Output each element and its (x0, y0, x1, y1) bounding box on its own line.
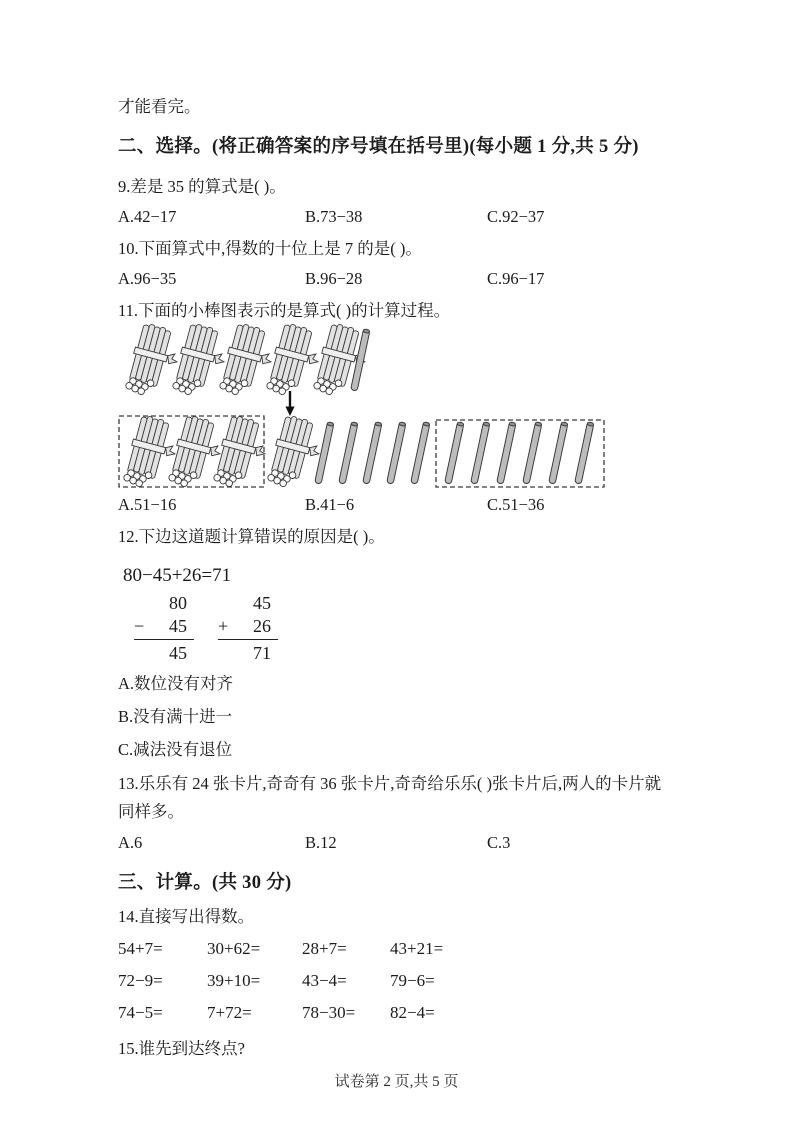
section-calc-heading: 三、计算。(共 30 分) (118, 873, 292, 893)
calc-item: 43−4= (302, 971, 347, 990)
q13-option-c: C.3 (487, 833, 511, 852)
q10-options (118, 266, 676, 292)
calc-item: 7+72= (207, 1003, 252, 1022)
subtrahend: 45 (169, 616, 187, 636)
stick-bundle-icon (218, 324, 279, 401)
single-stick-icon (339, 422, 358, 484)
subtraction-result: 45 (169, 643, 187, 663)
calc-item: 82−4= (390, 1003, 435, 1022)
q12-option-b: B.没有满十进一 (118, 707, 233, 726)
page-content (118, 94, 676, 1062)
continuation-text: 才能看完。 (118, 97, 201, 116)
single-stick-icon (549, 422, 568, 484)
section-choice-heading: 二、选择。(将正确答案的序号填在括号里)(每小题 1 分,共 5 分) (118, 137, 639, 157)
vertical-addition (218, 592, 278, 665)
single-stick-icon (575, 422, 594, 484)
minus-operator: − (134, 616, 145, 636)
q14-stem: 14.直接写出得数。 (118, 907, 255, 926)
single-stick-icon (497, 422, 516, 484)
q9-options (118, 204, 676, 230)
addition-result: 71 (253, 643, 271, 663)
q9-option-a: A.42−17 (118, 207, 177, 226)
calc-item: 28+7= (302, 939, 347, 958)
stick-bundle-icon (171, 324, 232, 401)
q12-option-a: A.数位没有对齐 (118, 674, 234, 693)
sticks-figure (118, 324, 676, 488)
q9-stem: 9.差是 35 的算式是( )。 (118, 177, 286, 196)
q14-row-3 (118, 1000, 676, 1026)
single-stick-icon (363, 422, 382, 484)
vertical-subtraction (134, 592, 194, 665)
question-13 (118, 770, 676, 856)
q10-option-a: A.96−35 (118, 269, 177, 288)
calc-item: 78−30= (302, 1003, 356, 1022)
down-arrow-icon (285, 391, 294, 416)
question-12 (118, 524, 676, 763)
q14-row-2 (118, 968, 676, 994)
page-footer: 试卷第 2 页,共 5 页 (334, 1074, 459, 1090)
subtrahend-row (134, 615, 194, 640)
addend-1: 45 (253, 593, 271, 613)
q10-option-b: B.96−28 (305, 269, 363, 288)
q13-option-b: B.12 (305, 833, 337, 852)
q13-option-a: A.6 (118, 833, 143, 852)
single-stick-icon (445, 422, 464, 484)
q12-option-c: C.减法没有退位 (118, 740, 233, 759)
calc-item: 74−5= (118, 1003, 163, 1022)
q9-option-b: B.73−38 (305, 207, 363, 226)
single-stick-icon (411, 422, 430, 484)
q11-option-a: A.51−16 (118, 495, 177, 514)
stick-bundle-icon (124, 324, 185, 401)
q11-option-c: C.51−36 (487, 495, 545, 514)
q12-vertical-calculations (134, 592, 676, 665)
q15-stem: 15.谁先到达终点? (118, 1039, 245, 1058)
addend-2: 26 (253, 616, 271, 636)
calc-item: 30+62= (207, 939, 261, 958)
q11-options (118, 492, 676, 518)
question-14 (118, 904, 676, 1026)
q10-stem: 10.下面算式中,得数的十位上是 7 的是( )。 (118, 239, 422, 258)
calc-item: 72−9= (118, 971, 163, 990)
plus-operator: + (218, 616, 229, 636)
q11-stem: 11.下面的小棒图表示的是算式( )的计算过程。 (118, 301, 451, 320)
calc-item: 54+7= (118, 939, 163, 958)
stick-bundle-icon (265, 324, 326, 401)
single-stick-icon (387, 422, 406, 484)
q11-option-b: B.41−6 (305, 495, 355, 514)
question-10 (118, 236, 676, 292)
single-stick-icon (471, 422, 490, 484)
calc-item: 79−6= (390, 971, 435, 990)
q13-options (118, 830, 676, 856)
q9-option-c: C.92−37 (487, 207, 545, 226)
q10-option-c: C.96−17 (487, 269, 545, 288)
q14-row-1 (118, 936, 676, 962)
calc-item: 39+10= (207, 971, 261, 990)
q13-stem: 13.乐乐有 24 张卡片,奇奇有 36 张卡片,奇奇给乐乐( )张卡片后,两人的卡片就同样多。 (118, 774, 662, 821)
q12-stem: 12.下边这道题计算错误的原因是( )。 (118, 527, 385, 546)
question-9 (118, 174, 676, 230)
single-stick-icon (523, 422, 542, 484)
q12-equation: 80−45+26=71 (123, 565, 232, 586)
addend-row (218, 615, 278, 640)
calc-item: 43+21= (390, 939, 444, 958)
question-11 (118, 298, 676, 518)
minuend: 80 (169, 593, 187, 613)
sticks-figure-svg (118, 324, 608, 488)
